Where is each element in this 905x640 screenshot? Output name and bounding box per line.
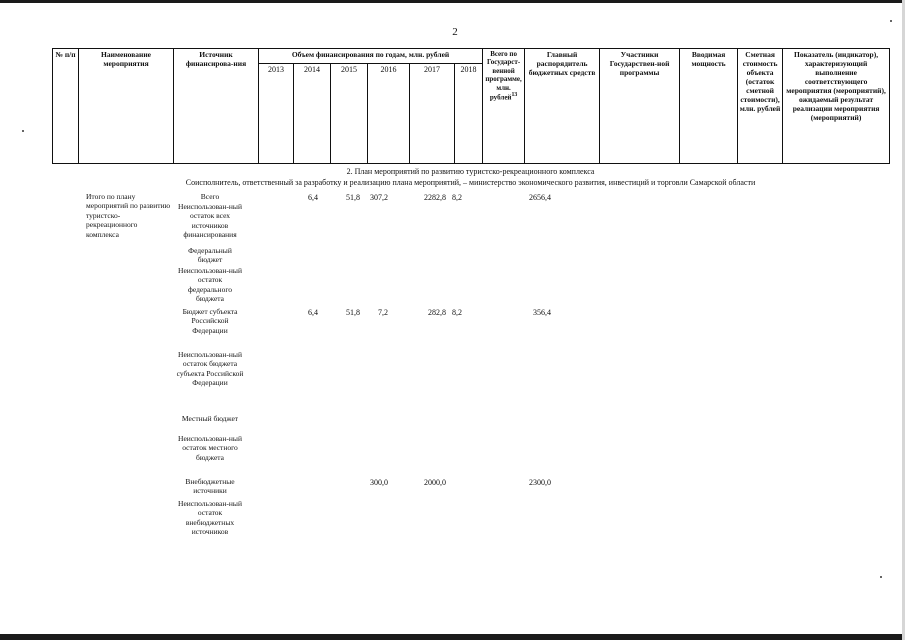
value-total-2015: 51,8 [346, 193, 360, 202]
value-regional-2015: 51,8 [346, 308, 360, 317]
value-offbudget-2017: 2000,0 [424, 478, 446, 487]
scan-speck [890, 20, 892, 22]
header-year-2014: 2014 [294, 64, 331, 164]
page-number: 2 [452, 26, 458, 38]
header-cell-source: Источник финансирова-ния [174, 49, 259, 164]
value-total-2016: 307,2 [370, 193, 388, 202]
table-header [52, 48, 890, 164]
value-total-all-text: 2656,4 [529, 193, 551, 202]
header-cell-volume: Объем финансирования по годам, млн. рублей [259, 49, 483, 64]
scan-bottom-edge [0, 634, 905, 640]
value-total-2017: 2282,8 [424, 193, 446, 202]
header-cell-name: Наименование мероприятия [79, 49, 174, 164]
header-cell-capacity: Вводимая мощность [680, 49, 738, 164]
value-regional-total: 356,4 [533, 308, 551, 317]
section-subtitle: Соисполнитель, ответственный за разработку и реализацию плана мероприятий, – министерство экономического развития, инвестиций и торговли Самарской области [185, 178, 756, 187]
value-total-all [511, 193, 551, 202]
source-label-unused-regional: Неиспользован-ный остаток бюджета субъекта Российской Федерации [176, 350, 244, 388]
header-year-2016: 2016 [368, 64, 410, 164]
source-label-total: Всего [200, 192, 220, 201]
source-label-unused-all: Неиспользован-ный остаток всех источников финансирования [178, 202, 242, 240]
header-cell-indicator: Показатель (индикатор), характеризующий выполнение соответствующего мероприятия (мероприятий), ожидаемый результат реализации мероприятия (мероприятий) [783, 49, 890, 164]
source-label-offbudget: Внебюджетные источники [185, 477, 235, 496]
scan-speck [22, 130, 24, 132]
header-year-2015: 2015 [331, 64, 368, 164]
source-label-unused-offbudget: Неиспользован-ный остаток внебюджетных источников [178, 499, 242, 537]
source-label-local: Местный бюджет [181, 414, 239, 423]
header-cell-cost: Сметная стоимость объекта (остаток сметной стоимости), млн. рублей [738, 49, 783, 164]
source-label-federal: Федеральный бюджет [188, 246, 232, 265]
source-label-regional: Бюджет субъекта Российской Федерации [182, 307, 238, 335]
source-label-unused-federal: Неиспользован-ный остаток федерального бюджета [178, 266, 242, 304]
value-offbudget-total: 2300,0 [529, 478, 551, 487]
header-total-text: Всего по Государст-венной программе, млн. рублей [485, 50, 522, 102]
header-total-footnote: 13 [511, 91, 518, 98]
header-cell-manager: Главный распорядитель бюджетных средств [525, 49, 600, 164]
header-cell-number: № п/п [53, 49, 79, 164]
header-year-2018: 2018 [455, 64, 483, 164]
value-regional-2017: 282,8 [428, 308, 446, 317]
value-offbudget-2016: 300,0 [370, 478, 388, 487]
value-regional-2016: 7,2 [378, 308, 388, 317]
value-regional-2014: 6,4 [308, 308, 318, 317]
value-regional-2018: 8,2 [452, 308, 462, 317]
section-title: 2. План мероприятий по развитию туристско-рекреационного комплекса [346, 167, 595, 176]
scan-speck [880, 576, 882, 578]
row-label: Итого по плану мероприятий по развитию туристско-рекреационного комплекса [86, 192, 171, 239]
value-total-2018-text: 8,2 [452, 193, 462, 202]
header-year-2017: 2017 [410, 64, 455, 164]
header-year-2013: 2013 [259, 64, 294, 164]
scan-top-edge [0, 0, 905, 3]
value-total-2014: 6,4 [308, 193, 318, 202]
header-cell-total [483, 49, 525, 164]
value-total-2018 [422, 193, 462, 202]
source-label-unused-local: Неиспользован-ный остаток местного бюджета [178, 434, 242, 462]
header-cell-participants: Участники Государствен-ной программы [600, 49, 680, 164]
